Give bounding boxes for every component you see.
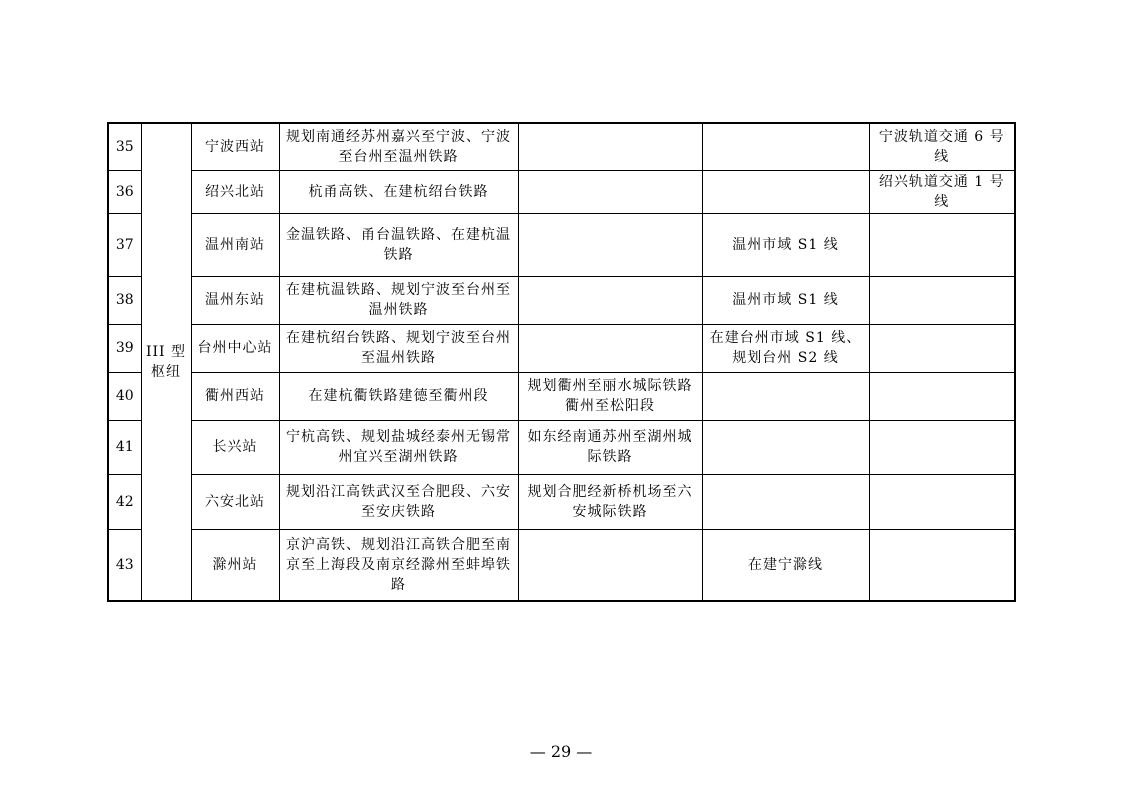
intercity-lines [518,324,702,372]
railway-lines: 在建杭温铁路、规划宁波至台州至温州铁路 [279,276,518,324]
rail-transit-lines [869,474,1015,529]
rail-transit-lines [869,213,1015,276]
intercity-lines [518,529,702,601]
table-row [108,324,1015,372]
railway-lines: 规划沿江高铁武汉至合肥段、六安至安庆铁路 [279,474,518,529]
rail-transit-lines [869,529,1015,601]
page-number: — 29 — [529,742,593,761]
station-name: 温州南站 [191,213,279,276]
station-name: 衢州西站 [191,372,279,420]
rail-transit-lines [869,372,1015,420]
station-name: 六安北站 [191,474,279,529]
urban-lines: 温州市域 S1 线 [702,276,869,324]
railway-lines: 在建杭衢铁路建德至衢州段 [279,372,518,420]
row-number: 38 [108,276,141,324]
row-number: 43 [108,529,141,601]
hub-type-cell: III 型枢纽 [141,123,191,601]
table-row [108,276,1015,324]
rail-transit-lines: 绍兴轨道交通 1 号线 [869,170,1015,213]
row-number: 36 [108,170,141,213]
railway-lines: 金温铁路、甬台温铁路、在建杭温铁路 [279,213,518,276]
station-name: 台州中心站 [191,324,279,372]
urban-lines [702,420,869,474]
intercity-lines: 如东经南通苏州至湖州城际铁路 [518,420,702,474]
hub-station-table [107,122,1016,602]
urban-lines [702,170,869,213]
rail-transit-lines [869,276,1015,324]
railway-lines: 规划南通经苏州嘉兴至宁波、宁波至台州至温州铁路 [279,123,518,170]
rail-transit-lines: 宁波轨道交通 6 号线 [869,123,1015,170]
urban-lines: 在建台州市域 S1 线、规划台州 S2 线 [702,324,869,372]
rail-transit-lines [869,324,1015,372]
station-name: 宁波西站 [191,123,279,170]
table-row [108,372,1015,420]
station-name: 绍兴北站 [191,170,279,213]
intercity-lines [518,123,702,170]
intercity-lines [518,276,702,324]
station-name: 滁州站 [191,529,279,601]
row-number: 41 [108,420,141,474]
intercity-lines: 规划合肥经新桥机场至六安城际铁路 [518,474,702,529]
table-row [108,529,1015,601]
urban-lines: 温州市域 S1 线 [702,213,869,276]
table-row [108,420,1015,474]
railway-lines: 京沪高铁、规划沿江高铁合肥至南京至上海段及南京经滁州至蚌埠铁路 [279,529,518,601]
table-row [108,123,1015,170]
table-row [108,170,1015,213]
intercity-lines [518,170,702,213]
row-number: 35 [108,123,141,170]
row-number: 40 [108,372,141,420]
rail-transit-lines [869,420,1015,474]
urban-lines [702,372,869,420]
row-number: 42 [108,474,141,529]
table-row [108,474,1015,529]
row-number: 37 [108,213,141,276]
station-name: 长兴站 [191,420,279,474]
urban-lines [702,474,869,529]
station-name: 温州东站 [191,276,279,324]
urban-lines [702,123,869,170]
railway-lines: 宁杭高铁、规划盐城经泰州无锡常州宜兴至湖州铁路 [279,420,518,474]
railway-lines: 在建杭绍台铁路、规划宁波至台州至温州铁路 [279,324,518,372]
intercity-lines: 规划衢州至丽水城际铁路衢州至松阳段 [518,372,702,420]
railway-lines: 杭甬高铁、在建杭绍台铁路 [279,170,518,213]
row-number: 39 [108,324,141,372]
intercity-lines [518,213,702,276]
urban-lines: 在建宁滁线 [702,529,869,601]
table-row [108,213,1015,276]
